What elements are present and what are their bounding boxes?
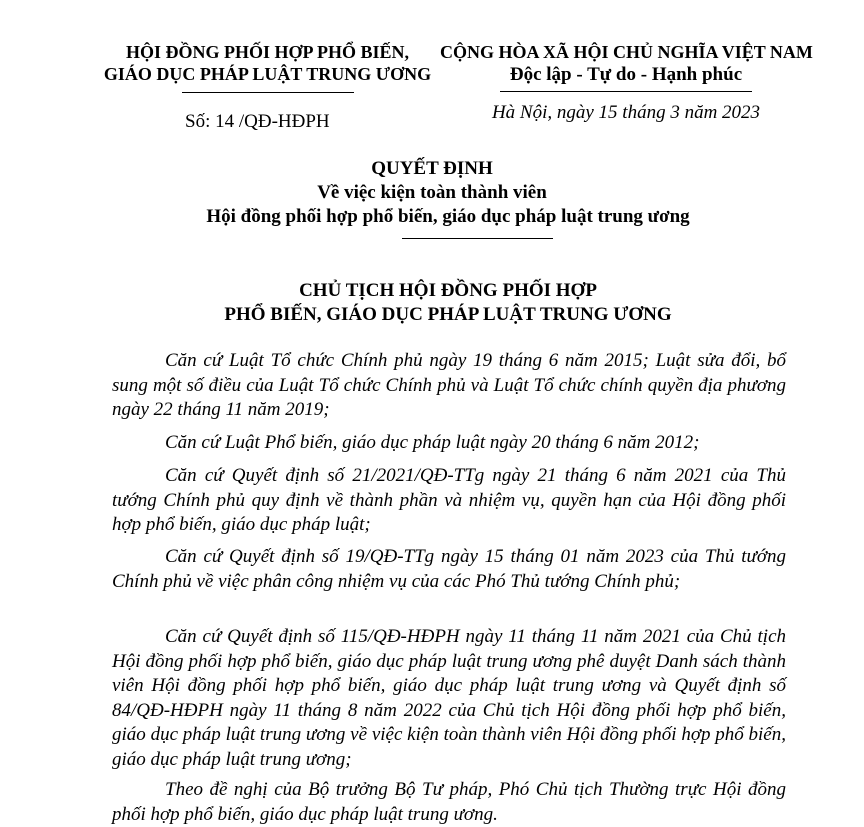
legal-basis-2 (112, 431, 786, 456)
subject-line-2: Hội đồng phối hợp phổ biến, giáo dục pháp luật trung ương (206, 206, 690, 227)
legal-basis-2-text: Căn cứ Luật Phổ biến, giáo dục pháp luật ngày 20 tháng 6 năm 2012; (165, 432, 700, 453)
legal-basis-1-text: Căn cứ Luật Tổ chức Chính phủ ngày 19 tháng 6 năm 2015; Luật sửa đổi, bổ sung một số điều của Luật Tổ chức Chính phủ và Luật Tổ chức chính quyền địa phương ngày 22 tháng 11 năm 2019; (112, 350, 786, 420)
place-and-date: Hà Nội, ngày 15 tháng 3 năm 2023 (491, 102, 761, 123)
legal-basis-1 (112, 349, 786, 423)
legal-basis-3 (112, 464, 786, 538)
motto-underline (500, 91, 752, 92)
national-motto: Độc lập - Tự do - Hạnh phúc (509, 64, 743, 85)
legal-basis-4 (112, 545, 786, 594)
legal-basis-5 (112, 625, 786, 772)
document-number: Số: 14 /QĐ-HĐPH (185, 111, 330, 132)
proposal-paragraph (112, 778, 786, 827)
legal-basis-3-text: Căn cứ Quyết định số 21/2021/QĐ-TTg ngày 21 tháng 6 năm 2021 của Thủ tướng Chính phủ quy định về thành phần và nhiệm vụ, quyền hạn của Hội đồng phối hợp phổ biến, giáo dục pháp luật; (112, 465, 786, 535)
issuing-body-line-2: GIÁO DỤC PHÁP LUẬT TRUNG ƯƠNG (103, 64, 432, 84)
authority-line-1: CHỦ TỊCH HỘI ĐỒNG PHỐI HỢP (299, 280, 597, 301)
proposal-paragraph-text: Theo đề nghị của Bộ trưởng Bộ Tư pháp, Phó Chủ tịch Thường trực Hội đồng phối hợp phổ biến, giáo dục pháp luật trung ương. (112, 779, 786, 825)
issuing-body-line-1: HỘI ĐỒNG PHỐI HỢP PHỔ BIẾN, (125, 42, 410, 62)
national-title: CỘNG HÒA XÃ HỘI CHỦ NGHĨA VIỆT NAM (440, 42, 813, 62)
title-underline (402, 238, 553, 239)
issuing-body-underline (182, 92, 354, 93)
legal-basis-4-text: Căn cứ Quyết định số 19/QĐ-TTg ngày 15 tháng 01 năm 2023 của Thủ tướng Chính phủ về việc phân công nhiệm vụ của các Phó Thủ tướng Chính phủ; (112, 546, 786, 592)
document-type-title: QUYẾT ĐỊNH (371, 158, 493, 179)
legal-basis-5-text: Căn cứ Quyết định số 115/QĐ-HĐPH ngày 11 tháng 11 năm 2021 của Chủ tịch Hội đồng phối hợp phổ biến, giáo dục pháp luật trung ương phê duyệt Danh sách thành viên Hội đồng phối hợp phổ biến, giáo dục pháp luật trung ương và Quyết định số 84/QĐ-HĐPH ngày 11 tháng 8 năm 2022 của Chủ tịch Hội đồng phối hợp phổ biến, giáo dục pháp luật trung ương về việc kiện toàn thành viên Hội đồng phối hợp phổ biến, giáo dục pháp luật trung ương; (112, 626, 786, 770)
subject-line-1: Về việc kiện toàn thành viên (317, 182, 547, 203)
authority-line-2: PHỔ BIẾN, GIÁO DỤC PHÁP LUẬT TRUNG ƯƠNG (224, 304, 672, 325)
